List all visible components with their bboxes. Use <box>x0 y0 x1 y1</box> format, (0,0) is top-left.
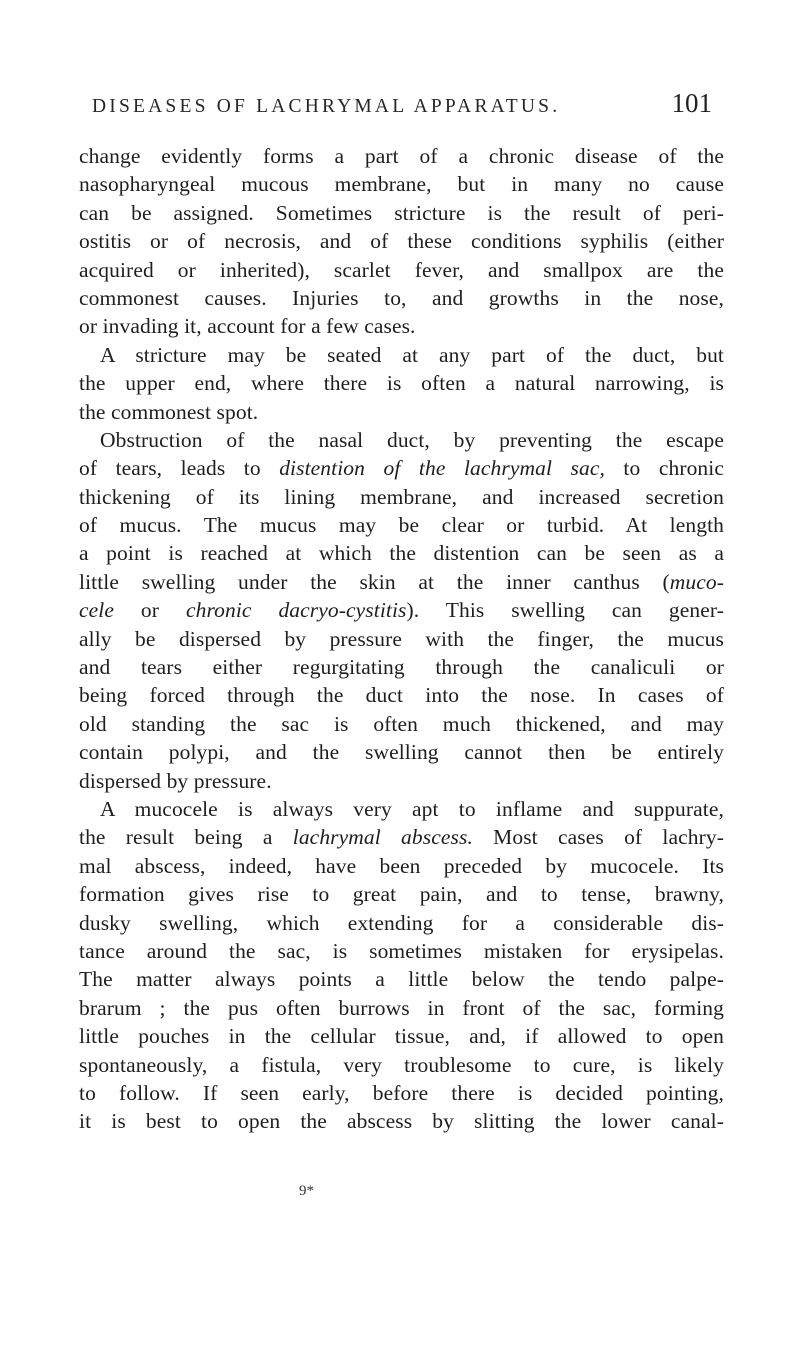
italic-phrase: cele <box>79 598 115 623</box>
text-line: The matter always points a little below the tendo palpe- <box>79 967 724 992</box>
text-line: dusky swelling, which extending for a considerable dis- <box>79 910 724 935</box>
text-line: ally be dispersed by pressure with the finger, the mucus <box>79 626 724 651</box>
text-line: contain polypi, and the swelling cannot then be entirely <box>79 740 724 765</box>
text-line: Obstruction of the nasal duct, by preventing the escape <box>100 427 724 452</box>
text-line <box>79 596 724 624</box>
italic-phrase: distention of the lachrymal sac, <box>279 456 605 481</box>
text-line: ostitis or of necrosis, and of these conditions syphilis (either <box>79 229 724 254</box>
italic-phrase: chronic dacryo-cystitis <box>185 598 407 623</box>
text-line: formation gives rise to great pain, and to tense, brawny, <box>79 882 724 907</box>
text-run: or <box>114 598 186 623</box>
text-run: of tears, leads to <box>79 456 280 481</box>
text-line: a point is reached at which the distention can be seen as a <box>79 541 724 566</box>
text-line: spontaneously, a fistula, very troublesome to cure, is likely <box>79 1052 724 1077</box>
italic-phrase: lachrymal abscess. <box>292 825 473 850</box>
text-run: the result being a <box>79 825 293 850</box>
text-line <box>79 454 724 482</box>
text-line: nasopharyngeal mucous membrane, but in many no cause <box>79 172 724 197</box>
text-line: acquired or inherited), scarlet fever, and smallpox are the <box>79 257 724 282</box>
text-line: A mucocele is always very apt to inflame and suppurate, <box>100 796 724 821</box>
text-line: A stricture may be seated at any part of the duct, but <box>100 342 724 367</box>
signature-mark: 9* <box>299 1183 314 1199</box>
text-line: the commonest spot. <box>79 399 259 424</box>
text-line: or invading it, account for a few cases. <box>79 314 416 339</box>
text-line: change evidently forms a part of a chronic disease of the <box>79 144 724 168</box>
running-title: DISEASES OF LACHRYMAL APPARATUS. <box>92 96 561 117</box>
body-text <box>79 142 724 1136</box>
text-line: little pouches in the cellular tissue, and, if allowed to open <box>79 1024 724 1049</box>
text-line <box>79 823 724 851</box>
text-line: thickening of its lining membrane, and increased secretion <box>79 484 724 509</box>
text-line: being forced through the duct into the nose. In cases of <box>79 683 724 708</box>
running-head <box>92 88 712 128</box>
text-run: Most cases of lachry- <box>472 825 724 850</box>
text-line: and tears either regurgitating through the canaliculi or <box>79 655 724 680</box>
text-line: dispersed by pressure. <box>79 768 272 793</box>
text-run: ). This swelling can gener- <box>406 598 724 623</box>
text-line: commonest causes. Injuries to, and growths in the nose, <box>79 285 724 310</box>
text-line: of mucus. The mucus may be clear or turbid. At length <box>79 513 724 538</box>
text-line: it is best to open the abscess by slitting the lower canal- <box>79 1109 724 1134</box>
text-line <box>79 568 724 596</box>
text-line: mal abscess, indeed, have been preceded by mucocele. Its <box>79 853 724 878</box>
text-run: little swelling under the skin at the inner canthus ( <box>79 569 670 594</box>
text-line: tance around the sac, is sometimes mistaken for erysipelas. <box>79 938 724 963</box>
italic-phrase: muco- <box>669 569 724 594</box>
text-line: old standing the sac is often much thickened, and may <box>79 711 724 736</box>
text-line: can be assigned. Sometimes stricture is the result of peri- <box>79 200 724 225</box>
text-line: the upper end, where there is often a natural narrowing, is <box>79 371 724 396</box>
text-line: brarum ; the pus often burrows in front of the sac, forming <box>79 995 724 1020</box>
text-run: to chronic <box>604 456 724 481</box>
text-line: to follow. If seen early, before there is decided pointing, <box>79 1080 724 1105</box>
page-number: 101 <box>671 88 712 118</box>
